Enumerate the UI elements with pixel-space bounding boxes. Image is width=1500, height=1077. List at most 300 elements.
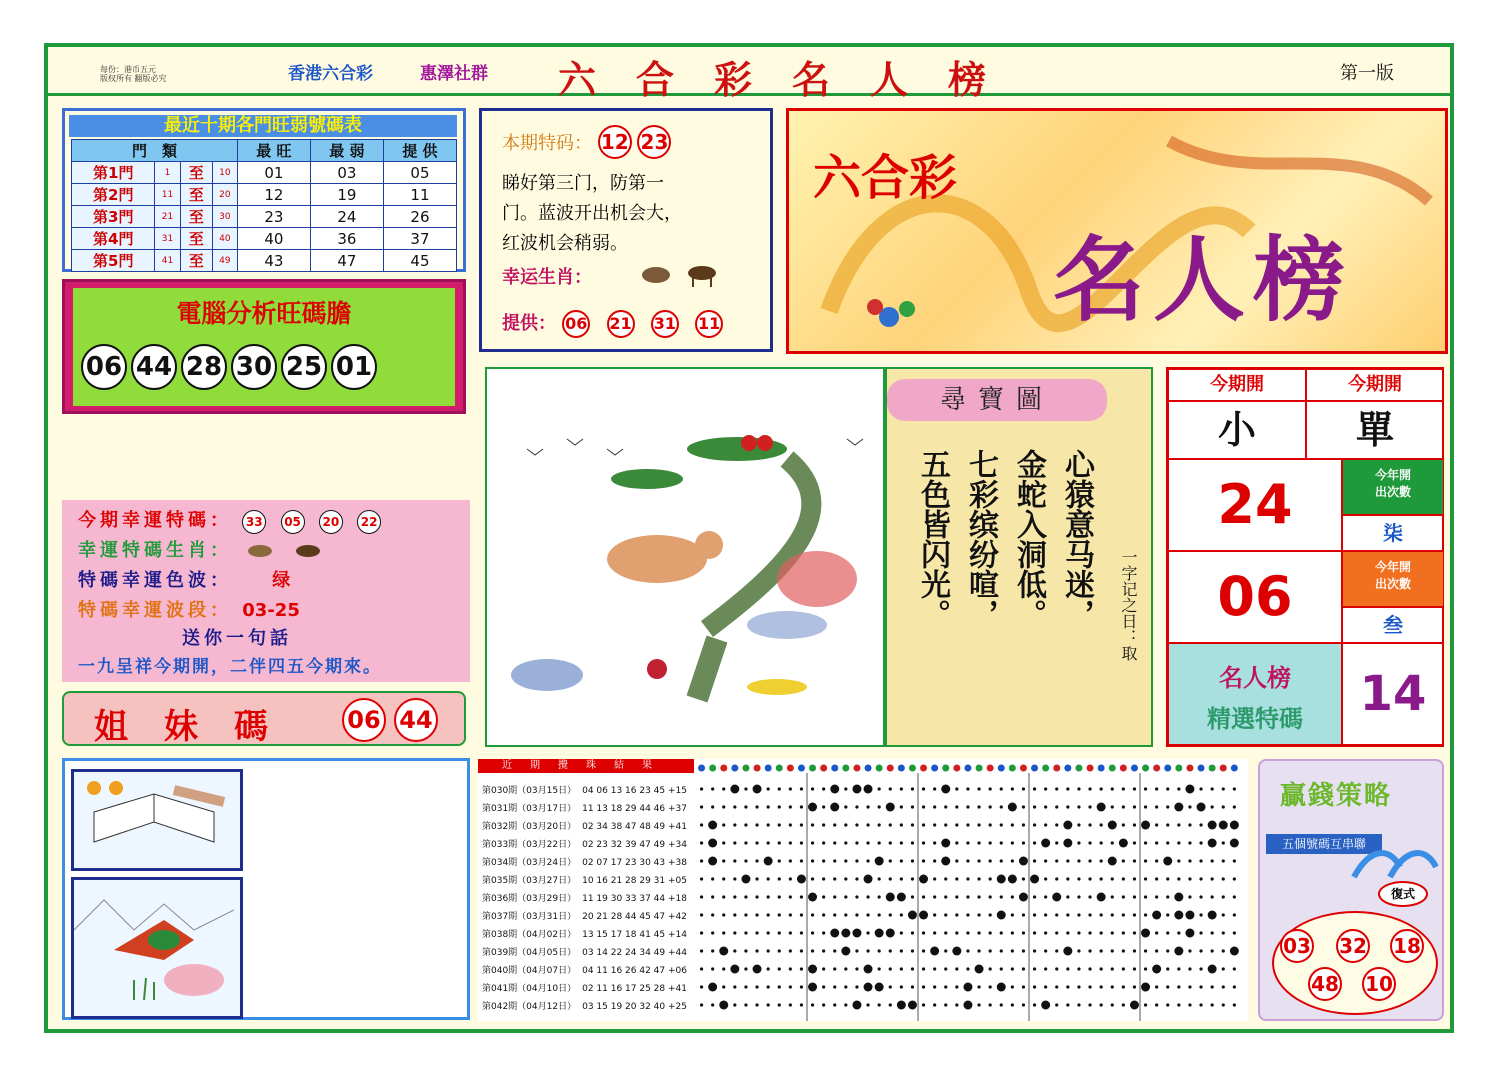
grid-dot [789,985,792,988]
special-number-row [502,125,671,159]
page-title: 六合彩名人榜 [558,57,1027,102]
grid-dot [722,859,725,862]
grid-dot [778,913,781,916]
special-number-label: 本期特码： [502,133,592,154]
table-row [482,855,687,868]
grid-dot [1100,823,1103,826]
grid-dot [1177,841,1180,844]
grid-dot [1000,787,1003,790]
grid-dot [700,931,703,934]
grid-dot [878,967,881,970]
grid-dot [700,1003,703,1006]
grid-dot [1166,877,1169,880]
grid-dot [1188,841,1191,844]
grid-dot [944,805,947,808]
column-color-marker [1231,765,1238,772]
grid-dot [1033,949,1036,952]
grid-dot [955,985,958,988]
grid-dot [1211,1003,1214,1006]
column-color-marker [1209,765,1216,772]
grid-dot [733,985,736,988]
grid-dot [933,877,936,880]
drawn-number-mark [1185,929,1194,938]
grid-dot [989,805,992,808]
table-row: 第3門 21 至 30 23 24 26 [72,206,457,228]
grid-dot [789,1003,792,1006]
grid-dot [722,823,725,826]
grid-dot [1088,913,1091,916]
grid-dot [878,805,881,808]
grid-dot [800,787,803,790]
grid-dot [711,787,714,790]
drawn-number-mark [808,893,817,902]
grid-dot [789,841,792,844]
grid-dot [989,787,992,790]
grid-dot [844,967,847,970]
grid-dot [966,841,969,844]
grid-dot [889,859,892,862]
grid-dot [855,805,858,808]
drawn-number-mark [1208,839,1217,848]
drawn-number-mark [1208,911,1217,920]
grid-dot [933,841,936,844]
grid-dot [1233,1003,1236,1006]
grid-dot [844,823,847,826]
grid-dot [1177,967,1180,970]
grid-dot [1044,967,1047,970]
number-ball: 31 [651,310,679,338]
grid-dot [767,895,770,898]
grid-dot [1111,931,1114,934]
grid-dot [1011,913,1014,916]
drawn-number-mark [1130,1001,1139,1010]
recommended-number: 06 [1168,551,1342,643]
strategy-title: 贏錢策略 [1280,781,1393,811]
grid-dot [778,859,781,862]
grid-dot [800,895,803,898]
draw-period: 第039期（04月05日） [482,948,577,958]
grid-dot [1066,859,1069,862]
grid-dot [700,859,703,862]
grid-dot [1144,877,1147,880]
grid-dot [955,787,958,790]
grid-dot [1122,967,1125,970]
wave-icon [1350,837,1440,887]
gift-phrase-label: 送你一句話 [182,628,292,649]
grid-dot [1133,787,1136,790]
number-ball: 05 [281,510,305,534]
number-ball: 28 [181,344,227,390]
door-table-title: 最近十期各門旺弱號碼表 [69,115,457,137]
grid-dot [1000,931,1003,934]
grid-dot [1055,823,1058,826]
grid-dot [1166,931,1169,934]
grid-dot [778,985,781,988]
grid-dot [977,985,980,988]
grid-dot [878,823,881,826]
grid-dot [1233,877,1236,880]
grid-dot [1211,949,1214,952]
draw-period: 第032期（03月20日） [482,822,577,832]
grid-dot [966,877,969,880]
grid-dot [733,841,736,844]
grid-dot [1088,985,1091,988]
grid-dot [789,805,792,808]
grid-dot [878,787,881,790]
grid-dot [1133,823,1136,826]
draw-period: 第042期（04月12日） [482,1002,577,1012]
grid-dot [744,895,747,898]
grid-dot [744,787,747,790]
column-color-marker [1020,765,1027,772]
column-color-marker [876,765,883,772]
grid-dot [1000,841,1003,844]
grid-dot [700,841,703,844]
grid-dot [1111,805,1114,808]
grid-dot [833,859,836,862]
grid-dot [767,805,770,808]
grid-dot [1155,877,1158,880]
column-color-marker [987,765,994,772]
trend-dot-chart [696,759,1248,1021]
grid-dot [1188,985,1191,988]
grid-dot [700,913,703,916]
col-header: 最 弱 [310,140,383,162]
column-color-marker [887,765,894,772]
grid-dot [1133,805,1136,808]
table-row: 第1門 1 至 10 01 03 05 [72,162,457,184]
grid-dot [966,823,969,826]
grid-dot [1088,859,1091,862]
grid-dot [955,859,958,862]
grid-dot [900,967,903,970]
draw-period: 第037期（03月31日） [482,912,577,922]
strategy-panel [1258,759,1444,1021]
grid-dot [1166,787,1169,790]
grid-dot [1199,931,1202,934]
grid-header: 今期開 [1306,369,1444,401]
column-color-marker [776,765,783,772]
grid-header: 今期開 [1168,369,1306,401]
grid-dot [711,895,714,898]
drawn-number-mark [997,911,1006,920]
grid-dot [1233,967,1236,970]
grid-dot [767,949,770,952]
grid-dot [1033,967,1036,970]
publisher-name: 香港六合彩 [288,64,373,84]
column-color-marker [853,765,860,772]
grid-dot [1033,931,1036,934]
table-row [482,927,687,940]
grid-dot [977,841,980,844]
grid-dot [1066,787,1069,790]
grid-dot [878,1003,881,1006]
grid-dot [822,985,825,988]
grid-dot [966,895,969,898]
count-value: 叁 [1342,607,1444,643]
special-text-line: 睇好第三门，防第一 [502,173,664,194]
grid-dot [1055,877,1058,880]
grid-dot [767,877,770,880]
grid-dot [922,805,925,808]
grid-dot [744,841,747,844]
grid-dot [1011,859,1014,862]
draw-numbers: 02 07 17 23 30 43 +38 [582,858,687,868]
drawn-number-mark [941,839,950,848]
grid-dot [1055,859,1058,862]
grid-dot [1033,859,1036,862]
grid-dot [700,967,703,970]
column-color-marker [1031,765,1038,772]
door-table-panel [62,108,466,272]
drawn-number-mark [1208,821,1217,830]
table-row [482,981,687,994]
grid-dot [744,859,747,862]
table-row [482,801,687,814]
grid-dot [1088,949,1091,952]
number-ball: 06 [81,344,127,390]
grid-dot [700,877,703,880]
grid-dot [1111,967,1114,970]
grid-dot [1055,805,1058,808]
grid-dot [767,913,770,916]
grid-dot [1077,841,1080,844]
drawn-number-mark [708,821,717,830]
grid-dot [711,913,714,916]
grid-dot [855,841,858,844]
grid-dot [1022,823,1025,826]
drawn-number-mark [908,1001,917,1010]
column-color-marker [731,765,738,772]
drawn-number-mark [830,803,839,812]
drawn-number-mark [830,929,839,938]
grid-dot [944,949,947,952]
recent-results-title: 近期攪珠結果 [478,759,694,773]
grid-dot [811,931,814,934]
grid-dot [811,913,814,916]
page-header [48,47,1450,102]
grid-dot [1166,913,1169,916]
grid-dot [977,877,980,880]
grid-dot [800,805,803,808]
grid-dot [822,823,825,826]
grid-dot [1211,877,1214,880]
grid-dot [1011,1003,1014,1006]
grid-dot [1066,805,1069,808]
grid-dot [1088,805,1091,808]
drawn-number-mark [1230,821,1239,830]
draw-numbers: 11 13 18 29 44 46 +37 [582,804,687,814]
number-ball: 44 [394,698,438,742]
column-color-marker [1142,765,1149,772]
drawn-number-mark [764,857,773,866]
grid-dot [1122,1003,1125,1006]
grid-dot [900,913,903,916]
drawn-number-mark [841,929,850,938]
grid-dot [1100,931,1103,934]
grid-dot [866,841,869,844]
grid-dot [1222,805,1225,808]
grid-dot [1199,841,1202,844]
grid-dot [778,877,781,880]
drawn-number-mark [1041,1001,1050,1010]
drawn-number-mark [808,965,817,974]
grid-dot [989,985,992,988]
grid-dot [733,895,736,898]
drawn-number-mark [997,875,1006,884]
grid-dot [1022,1003,1025,1006]
drawn-number-mark [719,1001,728,1010]
grid-dot [1199,823,1202,826]
grid-dot [1144,841,1147,844]
grid-dot [1033,805,1036,808]
grid-dot [1133,949,1136,952]
grid-dot [778,895,781,898]
table-row [482,783,687,796]
draw-period: 第041期（04月10日） [482,984,577,994]
grid-dot [1077,787,1080,790]
riddle-picture [485,367,885,747]
drawn-number-mark [875,929,884,938]
grid-dot [711,877,714,880]
column-color-marker [842,765,849,772]
grid-dot [1233,895,1236,898]
grid-dot [1199,787,1202,790]
drawn-number-mark [952,947,961,956]
grid-dot [833,967,836,970]
grid-dot [1166,949,1169,952]
special-text-line: 门。蓝波开出机会大， [502,203,682,224]
treasure-map-panel [885,367,1153,747]
drawn-number-mark [1174,803,1183,812]
drawn-number-mark [797,875,806,884]
grid-dot [1077,877,1080,880]
grid-dot [1100,985,1103,988]
grid-dot [1055,985,1058,988]
grid-dot [855,859,858,862]
draw-numbers: 03 15 19 20 32 40 +25 [582,1002,687,1012]
grid-dot [1144,949,1147,952]
grid-dot [966,949,969,952]
grid-dot [1088,877,1091,880]
grid-dot [1111,913,1114,916]
grid-dot [1044,805,1047,808]
bird-landscape-icon [74,880,234,1010]
grid-dot [1122,877,1125,880]
column-color-marker [1109,765,1116,772]
grid-dot [922,895,925,898]
grid-dot [1044,913,1047,916]
lucky-zodiac-row: 幸運特碼生肖： [78,536,332,563]
table-row [482,999,687,1012]
grid-dot [1022,913,1025,916]
column-color-marker [898,765,905,772]
poem-hint: 一字记之日：取 [1119,549,1138,661]
grid-dot [1055,913,1058,916]
grid-dot [1011,949,1014,952]
grid-dot [733,859,736,862]
grid-dot [989,859,992,862]
grid-dot [800,949,803,952]
number-ball: 44 [131,344,177,390]
grid-dot [778,841,781,844]
number-ball: 10 [1362,967,1396,1001]
draw-period: 第035期（03月27日） [482,876,577,886]
drawn-number-mark [886,929,895,938]
grid-dot [844,841,847,844]
deer-icon [248,545,272,557]
lucky-color-row: 特碼幸運色波： 绿 [78,570,295,591]
drawn-number-mark [730,965,739,974]
drawn-number-mark [963,983,972,992]
drawn-number-mark [1185,911,1194,920]
grid-dot [800,859,803,862]
column-color-marker [1186,765,1193,772]
grid-dot [889,877,892,880]
grid-dot [933,859,936,862]
number-ball: 48 [1308,967,1342,1001]
grid-dot [1133,841,1136,844]
drawn-number-mark [1052,893,1061,902]
grid-dot [1166,823,1169,826]
column-color-marker [820,765,827,772]
grid-dot [1088,931,1091,934]
grid-dot [1133,985,1136,988]
grid-dot [944,967,947,970]
grid-dot [1055,1003,1058,1006]
number-ball: 20 [319,510,343,534]
column-color-marker [787,765,794,772]
grid-dot [1122,931,1125,934]
grid-dot [878,949,881,952]
grid-dot [977,805,980,808]
computer-number-list [81,344,451,390]
grid-dot [800,841,803,844]
column-color-marker [765,765,772,772]
grid-dot [1066,985,1069,988]
grid-dot [900,859,903,862]
column-color-marker [1220,765,1227,772]
drawn-number-mark [941,785,950,794]
grid-dot [911,895,914,898]
draw-period: 第040期（04月07日） [482,966,577,976]
grid-dot [900,805,903,808]
grid-dot [822,913,825,916]
number-ball: 32 [1336,929,1370,963]
grid-dot [1211,805,1214,808]
drawn-number-mark [963,1001,972,1010]
grid-dot [700,985,703,988]
grid-dot [944,823,947,826]
grid-dot [744,949,747,952]
rat-icon [642,267,670,283]
grid-dot [711,805,714,808]
draw-summary-grid [1166,367,1444,747]
grid-dot [1133,931,1136,934]
grid-dot [966,967,969,970]
computer-analysis-inner [73,288,455,406]
grid-dot [1199,1003,1202,1006]
drawn-number-mark [719,947,728,956]
column-color-marker [1198,765,1205,772]
grid-dot [866,913,869,916]
drawn-number-mark [875,983,884,992]
grid-dot [933,823,936,826]
grid-dot [778,949,781,952]
grid-dot [800,967,803,970]
grid-dot [1022,967,1025,970]
grid-dot [989,877,992,880]
